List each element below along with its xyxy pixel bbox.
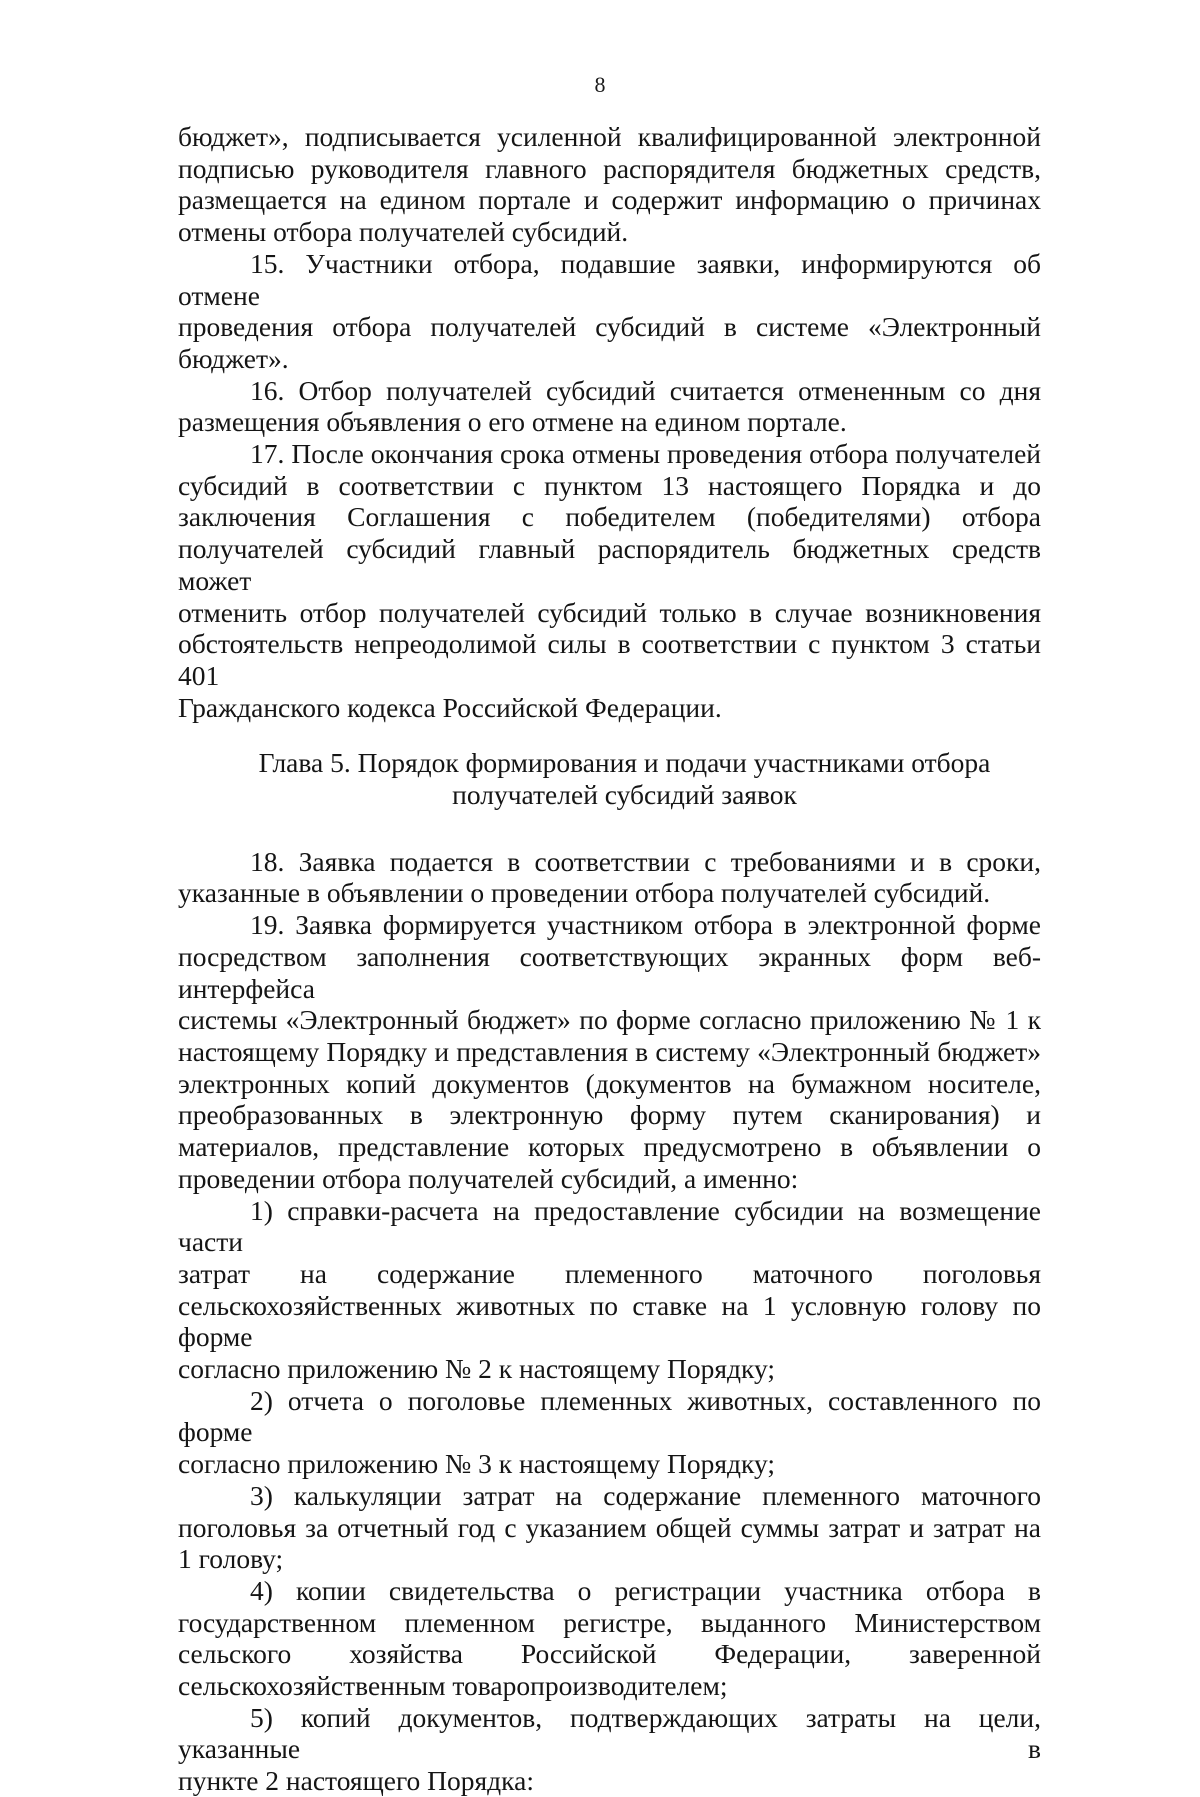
section-top-paragraphs bbox=[178, 121, 1041, 723]
chapter-heading-line-2: получателей субсидий заявок bbox=[452, 779, 797, 811]
text-line: отмены отбора получателей субсидий. bbox=[178, 216, 629, 248]
document-body bbox=[178, 121, 1041, 1797]
text-line: настоящему Порядку и представления в систему «Электронный бюджет» bbox=[178, 1035, 1041, 1067]
text-line: бюджет». bbox=[178, 342, 289, 374]
text-line: согласно приложению № 3 к настоящему Порядку; bbox=[178, 1448, 776, 1480]
text-line: Гражданского кодекса Российской Федерации. bbox=[178, 691, 722, 723]
text-line: размещения объявления о его отмене на едином портале. bbox=[178, 406, 847, 438]
paragraph-p19-1 bbox=[178, 1195, 1041, 1385]
text-line: отменить отбор получателей субсидий только в случае возникновения bbox=[178, 596, 1041, 628]
paragraph-p19-2 bbox=[178, 1385, 1041, 1480]
text-line: сельскохозяйственным товаропроизводителем; bbox=[178, 1670, 728, 1702]
paragraph-p18 bbox=[178, 846, 1041, 909]
text-line: получателей субсидий главный распорядитель бюджетных средств может bbox=[178, 533, 1041, 596]
text-line: посредством заполнения соответствующих экранных форм веб-интерфейса bbox=[178, 940, 1041, 1004]
text-line: пункте 2 настоящего Порядка: bbox=[178, 1765, 534, 1797]
text-line: государственном племенном регистре, выданного Министерством bbox=[178, 1606, 1041, 1638]
text-line: 17. После окончания срока отмены проведения отбора получателей bbox=[250, 438, 1041, 470]
text-line: подписью руководителя главного распорядителя бюджетных средств, bbox=[178, 152, 1041, 184]
text-line: 4) копии свидетельства о регистрации участника отбора в bbox=[250, 1574, 1041, 1606]
paragraph-p17 bbox=[178, 438, 1041, 723]
text-line: сельскохозяйственных животных по ставке на 1 условную голову по форме bbox=[178, 1289, 1041, 1353]
text-line: сельского хозяйства Российской Федерации, заверенной bbox=[178, 1638, 1041, 1670]
section-bottom-paragraphs bbox=[178, 846, 1041, 1797]
text-line: поголовья за отчетный год с указанием общей суммы затрат и затрат на bbox=[178, 1511, 1041, 1543]
paragraph-p-cont bbox=[178, 121, 1041, 248]
text-line: 2) отчета о поголовье племенных животных, составленного по форме bbox=[178, 1384, 1041, 1448]
text-line: бюджет», подписывается усиленной квалифицированной электронной bbox=[178, 121, 1041, 152]
text-line: указанные в объявлении о проведении отбора получателей субсидий. bbox=[178, 877, 991, 909]
text-line: 5) копий документов, подтверждающих затраты на цели, указанные в bbox=[178, 1701, 1041, 1765]
chapter-heading-line-1: Глава 5. Порядок формирования и подачи участниками отбора bbox=[258, 747, 991, 779]
paragraph-p19-3 bbox=[178, 1480, 1041, 1575]
paragraph-p15 bbox=[178, 248, 1041, 375]
text-line: проведения отбора получателей субсидий в системе «Электронный bbox=[178, 311, 1041, 343]
text-line: 18. Заявка подается в соответствии с требованиями и в сроки, bbox=[250, 845, 1041, 877]
text-line: электронных копий документов (документов на бумажном носителе, bbox=[178, 1067, 1041, 1099]
text-line: системы «Электронный бюджет» по форме согласно приложению № 1 к bbox=[178, 1004, 1041, 1036]
text-line: преобразованных в электронную форму путем сканирования) и bbox=[178, 1099, 1041, 1131]
page-number: 8 bbox=[594, 72, 606, 97]
text-line: материалов, представление которых предусмотрено в объявлении о bbox=[178, 1131, 1041, 1163]
paragraph-p19-4 bbox=[178, 1575, 1041, 1702]
text-line: 19. Заявка формируется участником отбора в электронной форме bbox=[250, 909, 1041, 941]
text-line: 3) калькуляции затрат на содержание племенного маточного bbox=[250, 1479, 1041, 1511]
text-line: 15. Участники отбора, подавшие заявки, информируются об отмене bbox=[178, 247, 1041, 311]
text-line: согласно приложению № 2 к настоящему Порядку; bbox=[178, 1353, 776, 1385]
text-line: обстоятельств непреодолимой силы в соответствии с пунктом 3 статьи 401 bbox=[178, 628, 1041, 691]
text-line: 1) справки-расчета на предоставление субсидии на возмещение части bbox=[178, 1194, 1041, 1258]
text-line: заключения Соглашения с победителем (победителями) отбора bbox=[178, 501, 1041, 533]
text-line: 1 голову; bbox=[178, 1543, 284, 1575]
chapter-heading bbox=[178, 747, 1041, 810]
paragraph-p19-5 bbox=[178, 1702, 1041, 1797]
text-line: затрат на содержание племенного маточного поголовья bbox=[178, 1257, 1041, 1289]
text-line: субсидий в соответствии с пунктом 13 настоящего Порядка и до bbox=[178, 469, 1041, 501]
text-line: проведении отбора получателей субсидий, а именно: bbox=[178, 1162, 799, 1194]
text-line: размещается на едином портале и содержит информацию о причинах bbox=[178, 184, 1041, 216]
paragraph-p16 bbox=[178, 375, 1041, 438]
paragraph-p19 bbox=[178, 909, 1041, 1194]
text-line: 16. Отбор получателей субсидий считается отмененным со дня bbox=[250, 374, 1041, 406]
